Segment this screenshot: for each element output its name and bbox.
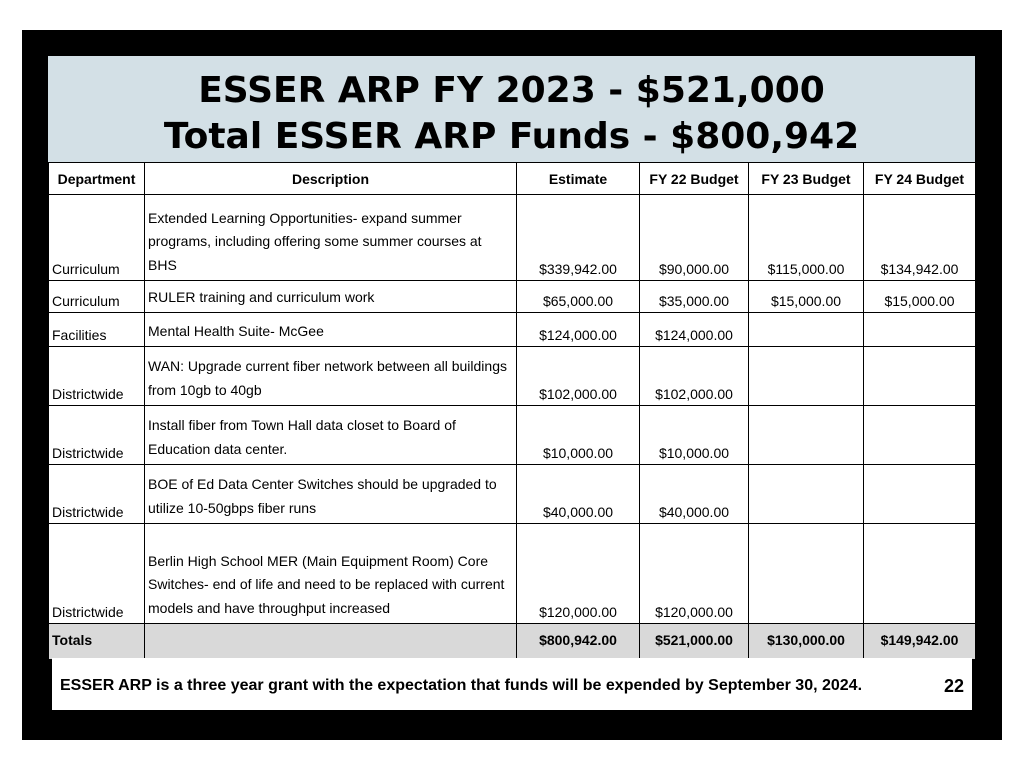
table-row xyxy=(49,347,976,406)
slide-title: ESSER ARP FY 2023 - $521,000 xyxy=(198,70,825,111)
budget-table xyxy=(48,162,976,660)
description-cell: RULER training and curriculum work xyxy=(145,281,517,313)
fy22-cell: $102,000.00 xyxy=(640,347,749,406)
description-cell: BOE of Ed Data Center Switches should be upgraded to utilize 10-50gbps fiber runs xyxy=(145,465,517,524)
header-fy23-budget: FY 23 Budget xyxy=(749,163,864,195)
fy24-cell xyxy=(864,313,976,347)
totals-label: Totals xyxy=(49,624,145,660)
fy23-cell xyxy=(749,313,864,347)
estimate-cell: $40,000.00 xyxy=(517,465,640,524)
header-fy22-budget: FY 22 Budget xyxy=(640,163,749,195)
fy23-cell: $115,000.00 xyxy=(749,195,864,281)
fy23-cell xyxy=(749,524,864,624)
header-department: Department xyxy=(49,163,145,195)
slide-panel xyxy=(48,56,975,656)
fy22-cell: $10,000.00 xyxy=(640,406,749,465)
department-cell: Districtwide xyxy=(49,406,145,465)
department-cell: Curriculum xyxy=(49,195,145,281)
table-row xyxy=(49,281,976,313)
fy23-cell xyxy=(749,465,864,524)
fy22-cell: $124,000.00 xyxy=(640,313,749,347)
totals-estimate: $800,942.00 xyxy=(517,624,640,660)
header-description: Description xyxy=(145,163,517,195)
estimate-cell: $65,000.00 xyxy=(517,281,640,313)
department-cell: Districtwide xyxy=(49,465,145,524)
fy23-cell xyxy=(749,406,864,465)
fy24-cell xyxy=(864,465,976,524)
fy22-cell: $90,000.00 xyxy=(640,195,749,281)
table-row xyxy=(49,195,976,281)
totals-fy24: $149,942.00 xyxy=(864,624,976,660)
department-cell: Curriculum xyxy=(49,281,145,313)
fy24-cell xyxy=(864,406,976,465)
fy22-cell: $40,000.00 xyxy=(640,465,749,524)
slide-subtitle: Total ESSER ARP Funds - $800,942 xyxy=(163,116,860,157)
totals-fy23: $130,000.00 xyxy=(749,624,864,660)
fy22-cell: $35,000.00 xyxy=(640,281,749,313)
fy22-cell: $120,000.00 xyxy=(640,524,749,624)
description-cell: Mental Health Suite- McGee xyxy=(145,313,517,347)
department-cell: Facilities xyxy=(49,313,145,347)
fy23-cell xyxy=(749,347,864,406)
table-row xyxy=(49,524,976,624)
page-number: 22 xyxy=(943,676,964,696)
table-row xyxy=(49,313,976,347)
header-estimate: Estimate xyxy=(517,163,640,195)
fy24-cell xyxy=(864,524,976,624)
fy24-cell: $134,942.00 xyxy=(864,195,976,281)
estimate-cell: $102,000.00 xyxy=(517,347,640,406)
table-row xyxy=(49,406,976,465)
totals-fy22: $521,000.00 xyxy=(640,624,749,660)
footer-bar xyxy=(52,658,972,710)
description-cell: Extended Learning Opportunities- expand summer programs, including offering some summer courses at BHS xyxy=(145,195,517,281)
header-fy24-budget: FY 24 Budget xyxy=(864,163,976,195)
fy23-cell: $15,000.00 xyxy=(749,281,864,313)
department-cell: Districtwide xyxy=(49,347,145,406)
fy24-cell: $15,000.00 xyxy=(864,281,976,313)
fy24-cell xyxy=(864,347,976,406)
estimate-cell: $120,000.00 xyxy=(517,524,640,624)
table-header-row xyxy=(49,163,976,195)
totals-row xyxy=(49,624,976,660)
description-cell: Berlin High School MER (Main Equipment Room) Core Switches- end of life and need to be replaced with current models and have throughput increased xyxy=(145,524,517,624)
estimate-cell: $339,942.00 xyxy=(517,195,640,281)
description-cell: Install fiber from Town Hall data closet to Board of Education data center. xyxy=(145,406,517,465)
table-row xyxy=(49,465,976,524)
totals-description-cell xyxy=(145,624,517,660)
title-box xyxy=(48,56,975,162)
estimate-cell: $124,000.00 xyxy=(517,313,640,347)
footer-note: ESSER ARP is a three year grant with the expectation that funds will be expended by September 30, 2024. xyxy=(60,677,863,694)
description-cell: WAN: Upgrade current fiber network between all buildings from 10gb to 40gb xyxy=(145,347,517,406)
estimate-cell: $10,000.00 xyxy=(517,406,640,465)
department-cell: Districtwide xyxy=(49,524,145,624)
